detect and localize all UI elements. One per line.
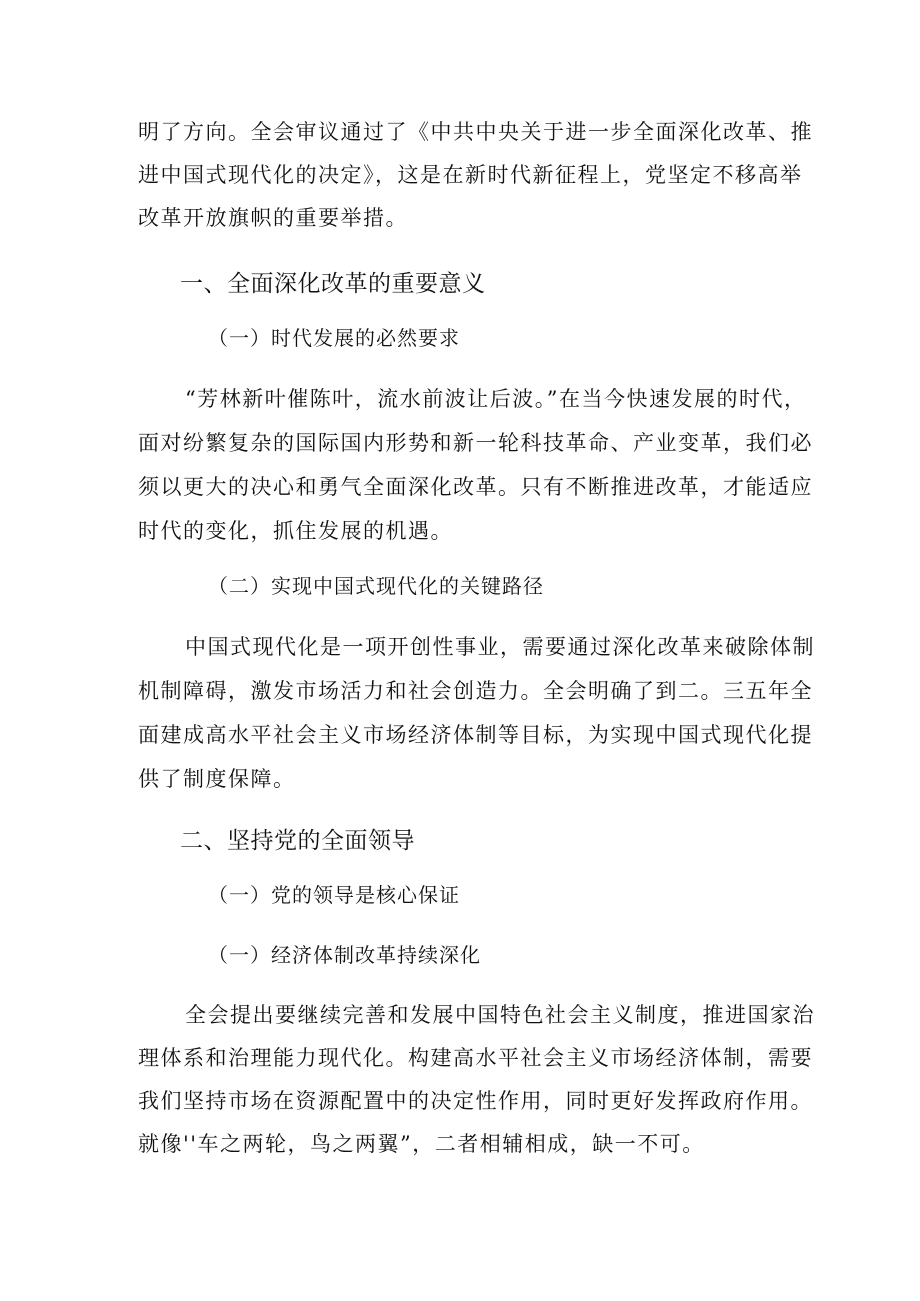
subheading-1-1: （一）时代发展的必然要求 xyxy=(208,326,460,350)
subheading-1-2: （二）实现中国式现代化的关键路径 xyxy=(208,574,544,598)
intro-line-1: 明了方向。全会审议通过了《中共中央关于进一步全面深化改革、推 xyxy=(138,120,813,144)
intro-line-2: 进中国式现代化的决定》，这是在新时代新征程上，党坚定不移高举 xyxy=(138,163,803,187)
para-1-1-line-3: 须以更大的决心和勇气全面深化改革。只有不断推进改革，才能适应 xyxy=(138,475,813,499)
para-1-1-line-4: 时代的变化，抓住发展的机遇。 xyxy=(138,519,453,543)
para-1-1-line-1: “芳林新叶催陈叶，流水前波让后波。”在当今快速发展的时代， xyxy=(185,387,807,411)
para-2-2-line-2: 理体系和治理能力现代化。构建高水平社会主义市场经济体制，需要 xyxy=(138,1046,813,1070)
para-1-2-line-1: 中国式现代化是一项开创性事业，需要通过深化改革来破除体制 xyxy=(185,635,815,659)
subheading-2-2: （一）经济体制改革持续深化 xyxy=(208,943,481,967)
section-heading-2: 二、坚持党的全面领导 xyxy=(180,828,415,854)
para-1-2-line-3: 面建成高水平社会主义市场经济体制等目标，为实现中国式现代化提 xyxy=(138,723,813,747)
para-2-2-line-1: 全会提出要继续完善和发展中国特色社会主义制度，推进国家治 xyxy=(185,1003,815,1027)
para-2-2-line-4: 就像''车之两轮，鸟之两翼”，二者相辅相成，缺一不可。 xyxy=(138,1132,705,1156)
section-heading-1: 一、全面深化改革的重要意义 xyxy=(180,271,486,297)
intro-line-3: 改革开放旗帜的重要举措。 xyxy=(138,206,408,230)
para-1-1-line-2: 面对纷繁复杂的国际国内形势和新一轮科技革命、产业变革，我们必 xyxy=(138,431,813,455)
para-1-2-line-2: 机制障碍，激发市场活力和社会创造力。全会明确了到二。三五年全 xyxy=(138,679,813,703)
para-1-2-line-4: 供了制度保障。 xyxy=(138,767,296,791)
subheading-2-1: （一）党的领导是核心保证 xyxy=(208,883,460,907)
para-2-2-line-3: 我们坚持市场在资源配置中的决定性作用，同时更好发挥政府作用。 xyxy=(138,1089,813,1113)
